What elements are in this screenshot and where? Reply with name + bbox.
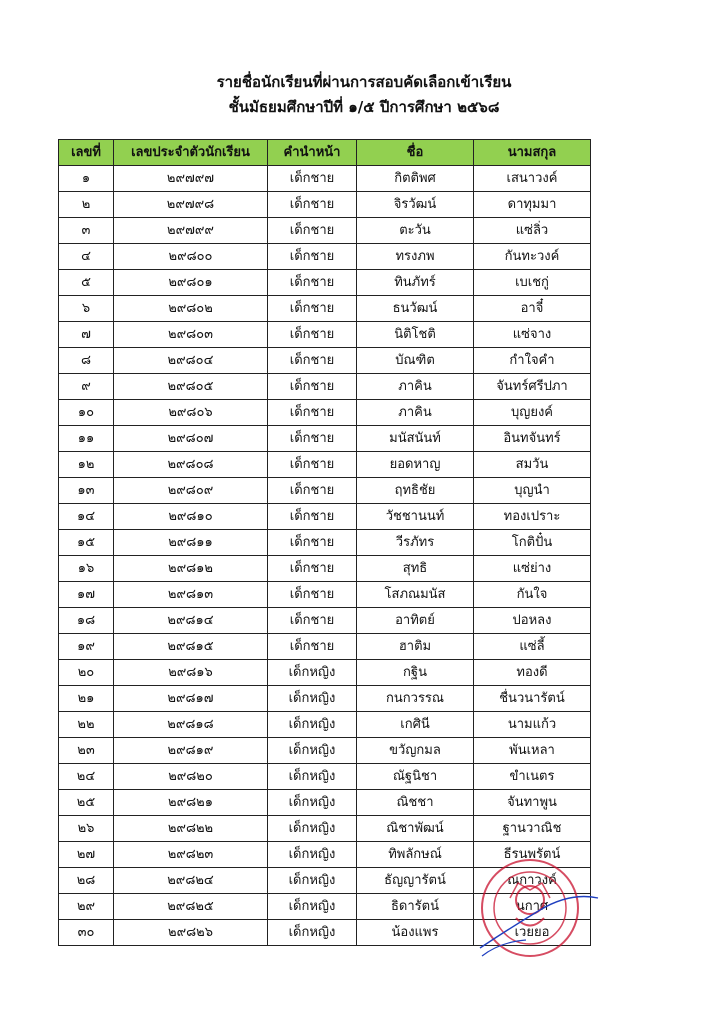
cell-number: ๒๑ <box>59 686 114 712</box>
cell-student-id: ๒๙๘๒๕ <box>114 894 268 920</box>
header-first-name: ชื่อ <box>357 140 474 166</box>
cell-first-name: จิรวัฒน์ <box>357 192 474 218</box>
document-title: รายชื่อนักเรียนที่ผ่านการสอบคัดเลือกเข้าเรียน <box>216 73 512 91</box>
table-body <box>59 166 591 946</box>
cell-prefix: เด็กหญิง <box>268 686 357 712</box>
cell-first-name: กิตติพศ <box>357 166 474 192</box>
table-row <box>59 322 591 348</box>
cell-student-id: ๒๙๘๑๙ <box>114 738 268 764</box>
cell-first-name: ภาคิน <box>357 374 474 400</box>
cell-first-name: ยอดหาญ <box>357 452 474 478</box>
cell-prefix: เด็กหญิง <box>268 894 357 920</box>
cell-number: ๑๑ <box>59 426 114 452</box>
cell-student-id: ๒๙๘๐๔ <box>114 348 268 374</box>
cell-last-name: เบเชกู่ <box>474 270 591 296</box>
cell-last-name: สมวัน <box>474 452 591 478</box>
cell-student-id: ๒๙๘๒๒ <box>114 816 268 842</box>
cell-first-name: เกศินี <box>357 712 474 738</box>
cell-number: ๒๐ <box>59 660 114 686</box>
cell-student-id: ๒๙๘๐๘ <box>114 452 268 478</box>
cell-last-name: แซ่ลิ่ว <box>474 218 591 244</box>
cell-first-name: บัณฑิต <box>357 348 474 374</box>
cell-last-name: จันทร์ศรีปภา <box>474 374 591 400</box>
table-row <box>59 374 591 400</box>
cell-student-id: ๒๙๗๙๙ <box>114 218 268 244</box>
document-subtitle: ชั้นมัธยมศึกษาปีที่ ๑/๕ ปีการศึกษา ๒๕๖๘ <box>228 98 500 116</box>
cell-number: ๑๘ <box>59 608 114 634</box>
cell-last-name: จันทาพูน <box>474 790 591 816</box>
cell-number: ๘ <box>59 348 114 374</box>
cell-prefix: เด็กชาย <box>268 556 357 582</box>
cell-prefix: เด็กหญิง <box>268 868 357 894</box>
table-row <box>59 348 591 374</box>
cell-prefix: เด็กชาย <box>268 374 357 400</box>
cell-last-name: อินทจันทร์ <box>474 426 591 452</box>
header-prefix: คำนำหน้า <box>268 140 357 166</box>
cell-first-name: ขวัญกมล <box>357 738 474 764</box>
cell-last-name: บุญยงค์ <box>474 400 591 426</box>
cell-student-id: ๒๙๘๑๕ <box>114 634 268 660</box>
cell-number: ๒๘ <box>59 868 114 894</box>
cell-last-name: แซ่ลี้ <box>474 634 591 660</box>
cell-number: ๑ <box>59 166 114 192</box>
cell-student-id: ๒๙๘๐๐ <box>114 244 268 270</box>
table-row <box>59 270 591 296</box>
cell-number: ๕ <box>59 270 114 296</box>
table-row <box>59 426 591 452</box>
cell-first-name: น้องแพร <box>357 920 474 946</box>
cell-first-name: วีรภัทร <box>357 530 474 556</box>
cell-prefix: เด็กชาย <box>268 582 357 608</box>
cell-first-name: ทินภัทร์ <box>357 270 474 296</box>
cell-first-name: ณัฐนิชา <box>357 764 474 790</box>
table-row <box>59 660 591 686</box>
cell-number: ๓ <box>59 218 114 244</box>
cell-student-id: ๒๙๘๑๒ <box>114 556 268 582</box>
cell-last-name: กันทะวงค์ <box>474 244 591 270</box>
table-row <box>59 634 591 660</box>
table-row <box>59 478 591 504</box>
cell-last-name: กันใจ <box>474 582 591 608</box>
cell-number: ๒๙ <box>59 894 114 920</box>
cell-number: ๑๙ <box>59 634 114 660</box>
cell-number: ๑๕ <box>59 530 114 556</box>
cell-last-name: ณกาวงค์ <box>474 868 591 894</box>
cell-student-id: ๒๙๘๑๐ <box>114 504 268 530</box>
table-row <box>59 556 591 582</box>
cell-number: ๑๖ <box>59 556 114 582</box>
table-row <box>59 166 591 192</box>
cell-student-id: ๒๙๗๙๘ <box>114 192 268 218</box>
table-row <box>59 400 591 426</box>
cell-student-id: ๒๙๘๑๑ <box>114 530 268 556</box>
cell-prefix: เด็กหญิง <box>268 764 357 790</box>
cell-prefix: เด็กชาย <box>268 348 357 374</box>
header-student-id: เลขประจำตัวนักเรียน <box>114 140 268 166</box>
cell-prefix: เด็กชาย <box>268 166 357 192</box>
cell-last-name: นกาศ <box>474 894 591 920</box>
table-row <box>59 218 591 244</box>
cell-number: ๑๗ <box>59 582 114 608</box>
cell-last-name: ธีรนพรัตน์ <box>474 842 591 868</box>
cell-last-name: นามแก้ว <box>474 712 591 738</box>
table-row <box>59 504 591 530</box>
cell-student-id: ๒๙๘๐๒ <box>114 296 268 322</box>
cell-prefix: เด็กชาย <box>268 296 357 322</box>
cell-number: ๙ <box>59 374 114 400</box>
header-number: เลขที่ <box>59 140 114 166</box>
cell-prefix: เด็กหญิง <box>268 842 357 868</box>
cell-first-name: อาทิตย์ <box>357 608 474 634</box>
cell-student-id: ๒๙๘๒๓ <box>114 842 268 868</box>
cell-last-name: ทองเปราะ <box>474 504 591 530</box>
cell-prefix: เด็กชาย <box>268 192 357 218</box>
cell-number: ๑๔ <box>59 504 114 530</box>
cell-student-id: ๒๙๘๐๖ <box>114 400 268 426</box>
cell-first-name: ธิดารัตน์ <box>357 894 474 920</box>
cell-last-name: กำใจคำ <box>474 348 591 374</box>
cell-first-name: ณิชชา <box>357 790 474 816</box>
cell-student-id: ๒๙๘๐๓ <box>114 322 268 348</box>
table-row <box>59 192 591 218</box>
student-roster-table <box>58 139 591 946</box>
cell-first-name: โสภณมนัส <box>357 582 474 608</box>
cell-first-name: ภาคิน <box>357 400 474 426</box>
table-row <box>59 712 591 738</box>
cell-number: ๔ <box>59 244 114 270</box>
cell-last-name: ปอหลง <box>474 608 591 634</box>
cell-prefix: เด็กหญิง <box>268 660 357 686</box>
table-row <box>59 244 591 270</box>
cell-student-id: ๒๙๘๐๕ <box>114 374 268 400</box>
cell-last-name: แซ่จาง <box>474 322 591 348</box>
cell-first-name: ทิพลักษณ์ <box>357 842 474 868</box>
cell-number: ๒๗ <box>59 842 114 868</box>
cell-prefix: เด็กชาย <box>268 478 357 504</box>
cell-student-id: ๒๙๘๒๑ <box>114 790 268 816</box>
cell-prefix: เด็กชาย <box>268 270 357 296</box>
cell-prefix: เด็กชาย <box>268 244 357 270</box>
cell-first-name: ฤทธิชัย <box>357 478 474 504</box>
cell-prefix: เด็กชาย <box>268 322 357 348</box>
cell-number: ๒๓ <box>59 738 114 764</box>
cell-student-id: ๒๙๘๒๐ <box>114 764 268 790</box>
cell-first-name: ณิชาพัฒน์ <box>357 816 474 842</box>
cell-last-name: ชื่นวนารัตน์ <box>474 686 591 712</box>
cell-last-name: แซ่ย่าง <box>474 556 591 582</box>
cell-prefix: เด็กหญิง <box>268 738 357 764</box>
cell-prefix: เด็กหญิง <box>268 816 357 842</box>
cell-number: ๑๓ <box>59 478 114 504</box>
cell-last-name: โกติปั๋น <box>474 530 591 556</box>
cell-first-name: นิติโชติ <box>357 322 474 348</box>
cell-student-id: ๒๙๘๑๘ <box>114 712 268 738</box>
cell-last-name: บุญนำ <box>474 478 591 504</box>
cell-student-id: ๒๙๗๙๗ <box>114 166 268 192</box>
cell-number: ๑๐ <box>59 400 114 426</box>
cell-student-id: ๒๙๘๐๙ <box>114 478 268 504</box>
cell-prefix: เด็กชาย <box>268 634 357 660</box>
cell-first-name: สุทธิ <box>357 556 474 582</box>
cell-first-name: ตะวัน <box>357 218 474 244</box>
table-row <box>59 686 591 712</box>
table-row <box>59 296 591 322</box>
cell-student-id: ๒๙๘๐๑ <box>114 270 268 296</box>
cell-number: ๒๔ <box>59 764 114 790</box>
cell-last-name: ดาทุมมา <box>474 192 591 218</box>
cell-prefix: เด็กหญิง <box>268 920 357 946</box>
cell-number: ๒ <box>59 192 114 218</box>
cell-student-id: ๒๙๘๑๓ <box>114 582 268 608</box>
cell-number: ๒๒ <box>59 712 114 738</box>
cell-number: ๑๒ <box>59 452 114 478</box>
cell-first-name: ธนวัฒน์ <box>357 296 474 322</box>
cell-student-id: ๒๙๘๑๗ <box>114 686 268 712</box>
cell-last-name: เวยยอ <box>474 920 591 946</box>
header-last-name: นามสกุล <box>474 140 591 166</box>
cell-first-name: ฮาติม <box>357 634 474 660</box>
cell-first-name: วัชชานนท์ <box>357 504 474 530</box>
cell-student-id: ๒๙๘๐๗ <box>114 426 268 452</box>
cell-number: ๒๖ <box>59 816 114 842</box>
cell-prefix: เด็กชาย <box>268 608 357 634</box>
table-row <box>59 738 591 764</box>
school-seal-stamp <box>470 838 600 968</box>
cell-student-id: ๒๙๘๑๖ <box>114 660 268 686</box>
cell-student-id: ๒๙๘๒๔ <box>114 868 268 894</box>
cell-prefix: เด็กชาย <box>268 426 357 452</box>
cell-first-name: กนกวรรณ <box>357 686 474 712</box>
cell-prefix: เด็กหญิง <box>268 712 357 738</box>
cell-last-name: ฐานวาณิช <box>474 816 591 842</box>
cell-number: ๖ <box>59 296 114 322</box>
cell-prefix: เด็กหญิง <box>268 790 357 816</box>
cell-last-name: เสนาวงค์ <box>474 166 591 192</box>
table-row <box>59 452 591 478</box>
table-row <box>59 530 591 556</box>
cell-first-name: ทรงภพ <box>357 244 474 270</box>
cell-last-name: ทองดี <box>474 660 591 686</box>
cell-number: ๗ <box>59 322 114 348</box>
cell-number: ๓๐ <box>59 920 114 946</box>
cell-number: ๒๕ <box>59 790 114 816</box>
cell-student-id: ๒๙๘๒๖ <box>114 920 268 946</box>
table-row <box>59 608 591 634</box>
cell-last-name: พันเหลา <box>474 738 591 764</box>
table-header-row <box>59 140 591 166</box>
cell-student-id: ๒๙๘๑๔ <box>114 608 268 634</box>
cell-prefix: เด็กชาย <box>268 400 357 426</box>
cell-first-name: มนัสนันท์ <box>357 426 474 452</box>
cell-last-name: ขำเนตร <box>474 764 591 790</box>
table-row <box>59 790 591 816</box>
cell-first-name: ธัญญารัตน์ <box>357 868 474 894</box>
table-row <box>59 764 591 790</box>
table-row <box>59 582 591 608</box>
cell-prefix: เด็กชาย <box>268 452 357 478</box>
cell-prefix: เด็กชาย <box>268 530 357 556</box>
cell-prefix: เด็กชาย <box>268 218 357 244</box>
cell-last-name: อาจี๋ <box>474 296 591 322</box>
cell-prefix: เด็กชาย <box>268 504 357 530</box>
cell-first-name: กฐิน <box>357 660 474 686</box>
